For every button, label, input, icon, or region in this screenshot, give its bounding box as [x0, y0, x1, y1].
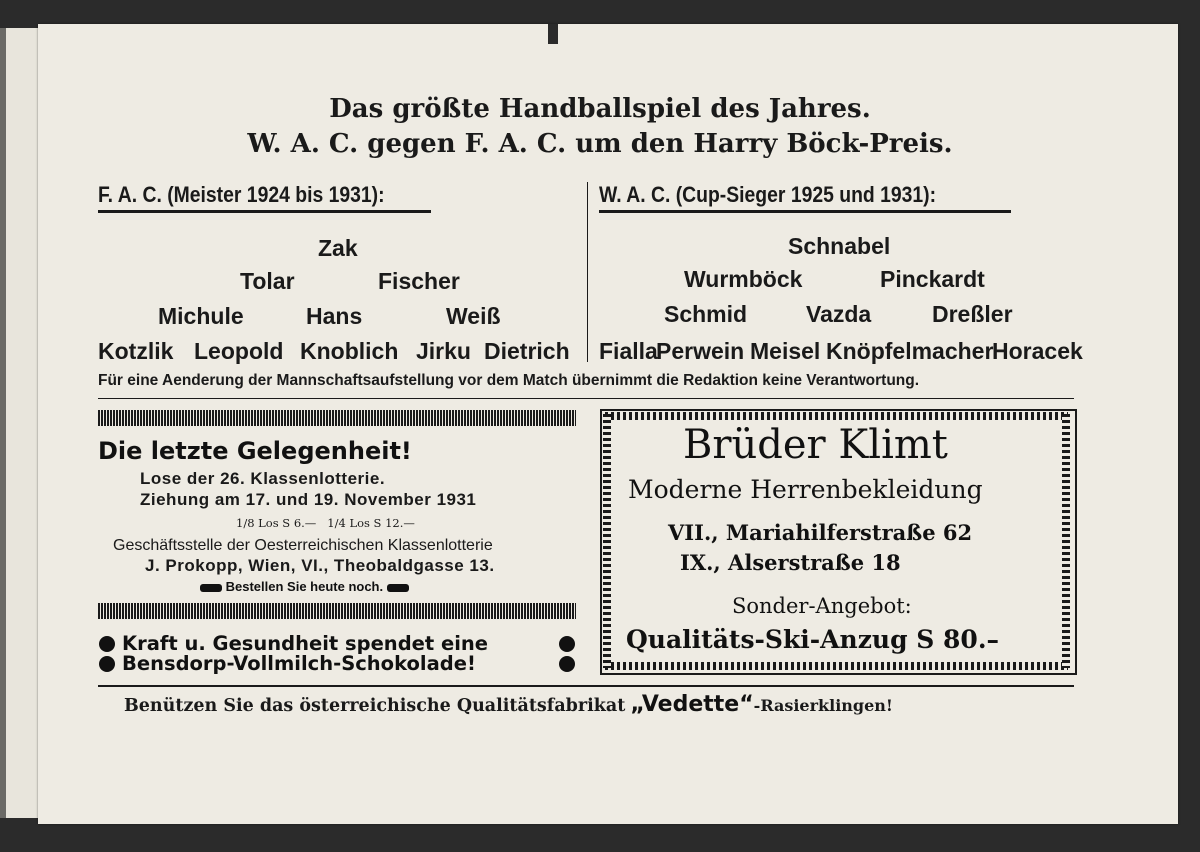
klimt-address-1: VII., Mariahilferstraße 62	[668, 520, 973, 545]
rope-border-right	[1062, 414, 1070, 668]
fac-player: Michule	[158, 303, 244, 329]
klimt-subtitle: Moderne Herrenbekleidung	[628, 475, 983, 504]
footer-brand: „Vedette“	[630, 692, 754, 717]
wac-player: Dreßler	[932, 301, 1013, 327]
bullet-icon	[559, 636, 575, 652]
fac-player: Tolar	[240, 268, 295, 294]
rope-border-top	[605, 412, 1068, 420]
klimt-name: Brüder Klimt	[683, 422, 948, 468]
fac-player: Dietrich	[484, 338, 570, 364]
headline-line-2: W. A. C. gegen F. A. C. um den Harry Böck-Preis.	[247, 129, 953, 159]
wac-title: W. A. C. (Cup-Sieger 1925 und 1931):	[599, 182, 937, 207]
footer-prefix: Benützen Sie das österreichische Qualitätsfabrikat	[124, 696, 626, 716]
lottery-order: Bestellen Sie heute noch.	[225, 579, 384, 594]
section-rule	[98, 398, 1074, 399]
footer-suffix: -Rasierklingen!	[753, 696, 893, 715]
price-eighth: Los S 6.—	[258, 516, 317, 530]
rope-border-left	[603, 414, 611, 668]
footer-advert	[124, 692, 893, 717]
bullet-icon	[99, 656, 115, 672]
wac-player: Knöpfelmacher	[826, 338, 994, 364]
fac-player: Weiß	[446, 303, 501, 329]
page-tear	[548, 24, 558, 44]
lottery-address: J. Prokopp, Wien, VI., Theobaldgasse 13.	[145, 556, 495, 575]
price-fraction: 1/4	[327, 516, 346, 530]
price-quarter: Los S 12.—	[349, 516, 415, 530]
footer-rule	[98, 685, 1074, 687]
wac-player: Perwein	[656, 338, 745, 364]
chocolate-line-2: Bensdorp-Vollmilch-Schokolade!	[122, 652, 476, 675]
klimt-address-2: IX., Alserstraße 18	[680, 550, 901, 575]
wac-player: Wurmböck	[684, 266, 803, 292]
fac-player: Hans	[306, 303, 363, 329]
lineup-disclaimer: Für eine Aenderung der Mannschaftsaufstellung vor dem Match übernimmt die Redaktion keine Verantwortung.	[98, 372, 920, 389]
wac-player: Schmid	[664, 301, 748, 327]
decorative-bar-bottom	[98, 603, 576, 619]
lottery-office: Geschäftsstelle der Oesterreichischen Klassenlotterie	[113, 537, 493, 554]
chocolate-line-1: Kraft u. Gesundheit spendet eine	[122, 632, 489, 655]
fac-player: Leopold	[194, 338, 284, 364]
fac-player: Knoblich	[300, 338, 399, 364]
lottery-order-line	[200, 579, 409, 594]
wac-title-underline	[599, 210, 1011, 213]
klimt-ski-offer: Qualitäts-Ski-Anzug S 80.–	[626, 625, 1000, 654]
fac-title: F. A. C. (Meister 1924 bis 1931):	[98, 182, 385, 207]
fac-player: Jirku	[416, 338, 471, 364]
headline-line-1: Das größte Handballspiel des Jahres.	[329, 94, 871, 124]
lottery-line-2: Ziehung am 17. und 19. November 1931	[140, 490, 477, 509]
pointing-hand-icon	[387, 584, 409, 592]
fac-title-underline	[98, 210, 431, 213]
bullet-icon	[559, 656, 575, 672]
price-fraction: 1/8	[236, 516, 255, 530]
lottery-prices	[236, 516, 415, 530]
lottery-line-1: Lose der 26. Klassenlotterie.	[140, 469, 386, 488]
lottery-title: Die letzte Gelegenheit!	[98, 437, 412, 465]
wac-player: Schnabel	[788, 233, 891, 259]
rope-border-bottom	[605, 662, 1068, 670]
wac-player: Pinckardt	[880, 266, 985, 292]
team-divider	[587, 182, 588, 362]
pointing-hand-icon	[200, 584, 222, 592]
bullet-icon	[99, 636, 115, 652]
wac-player: Horacek	[992, 338, 1083, 364]
wac-player: Meisel	[750, 338, 821, 364]
fac-player: Fischer	[378, 268, 460, 294]
wac-player: Vazda	[806, 301, 872, 327]
fac-player: Zak	[318, 235, 358, 261]
fac-player: Kotzlik	[98, 338, 174, 364]
wac-player: Fialla	[599, 338, 658, 364]
decorative-bar-top	[98, 410, 576, 426]
klimt-offer: Sonder-Angebot:	[732, 594, 912, 618]
